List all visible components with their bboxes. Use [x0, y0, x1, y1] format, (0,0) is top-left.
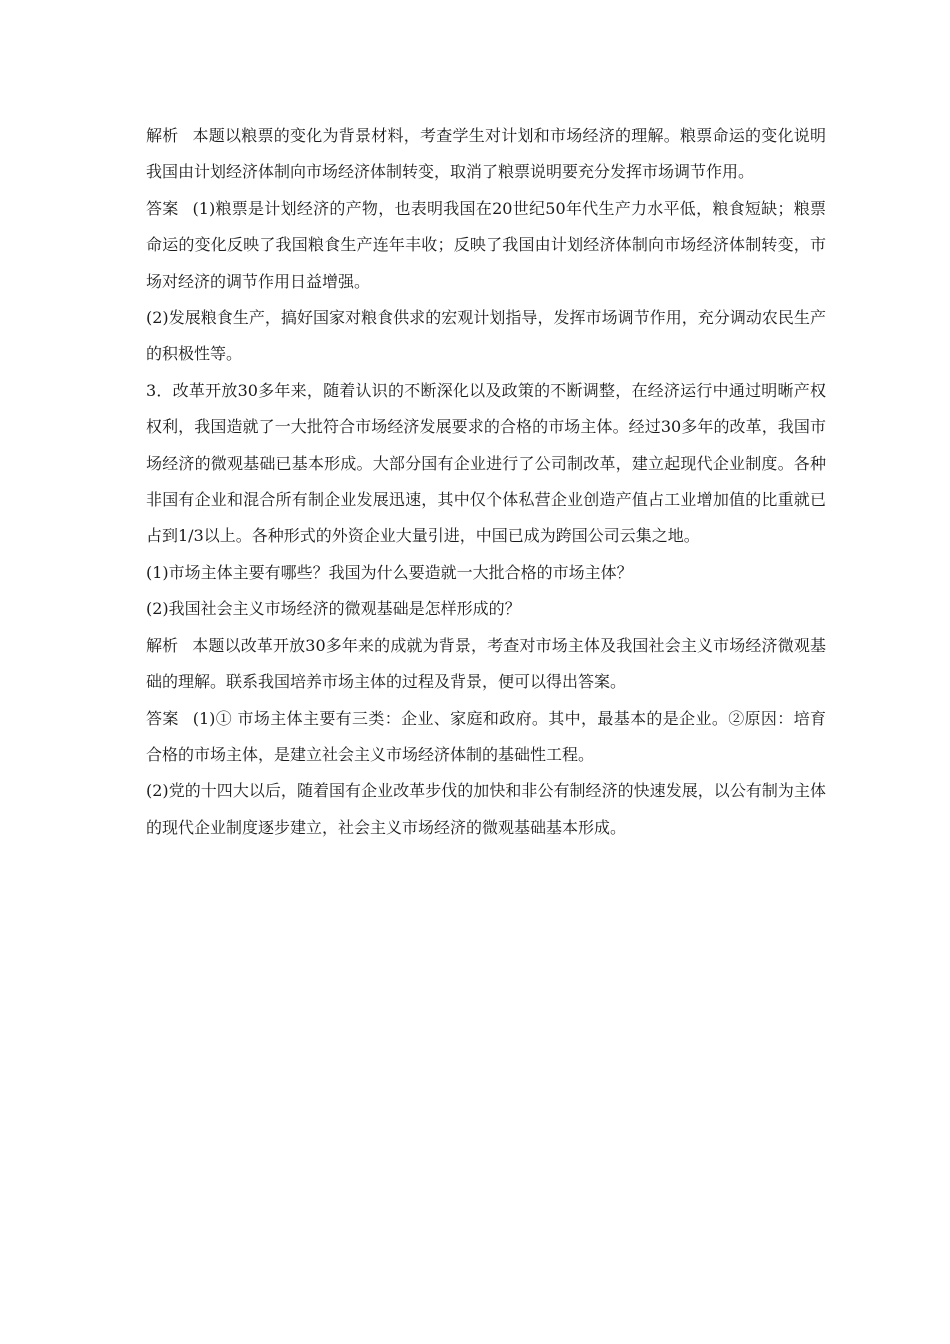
analysis-text: 本题以粮票的变化为背景材料，考查学生对计划和市场经济的理解。粮票命运的变化说明我国由计划经济体制向市场经济体制转变，取消了粮票说明要充分发挥市场调节作用。: [146, 126, 826, 182]
answer-text: (1)粮票是计划经济的产物，也表明我国在20世纪50年代生产力水平低，粮食短缺；粮票命运的变化反映了我国粮食生产连年丰收；反映了我国由计划经济体制向市场经济体制转变，市场对经济的调节作用日益增强。: [146, 198, 826, 291]
question-3-stem: 3．改革开放30多年来，随着认识的不断深化以及政策的不断调整，在经济运行中通过明晰产权权利，我国造就了一大批符合市场经济发展要求的合格的市场主体。经过30多年的改革，我国市场经济的微观基础已基本形成。大部分国有企业进行了公司制改革，建立起现代企业制度。各种非国有企业和混合所有制企业发展迅速，其中仅个体私营企业创造产值占工业增加值的比重就已占到1/3以上。各种形式的外资企业大量引进，中国已成为跨国公司云集之地。: [146, 380, 826, 546]
analysis-paragraph-1: [146, 118, 826, 191]
answer-label: 答案: [146, 708, 179, 728]
answer-paragraph-2: [146, 701, 826, 774]
answer-part-2: (2)发展粮食生产，搞好国家对粮食供求的宏观计划指导，发挥市场调节作用，充分调动农民生产的积极性等。: [146, 308, 826, 364]
document-body: [146, 118, 826, 846]
analysis-label: 解析: [146, 635, 179, 655]
analysis-paragraph-2: [146, 628, 826, 701]
analysis-text: 本题以改革开放30多年来的成就为背景，考查对市场主体及我国社会主义市场经济微观基础的理解。联系我国培养市场主体的过程及背景，便可以得出答案。: [146, 635, 826, 692]
answer-part-2-q3: (2)党的十四大以后，随着国有企业改革步伐的加快和非公有制经济的快速发展，以公有制为主体的现代企业制度逐步建立，社会主义市场经济的微观基础基本形成。: [146, 781, 826, 837]
analysis-label: 解析: [146, 126, 179, 145]
answer-text: (1)① 市场主体主要有三类：企业、家庭和政府。其中，最基本的是企业。②原因：培育合格的市场主体，是建立社会主义市场经济体制的基础性工程。: [146, 708, 826, 764]
answer-paragraph-1: [146, 191, 826, 300]
question-3-sub-2: (2)我国社会主义市场经济的微观基础是怎样形成的？: [146, 599, 521, 619]
question-3-sub-1: (1)市场主体主要有哪些？我国为什么要造就一大批合格的市场主体？: [146, 562, 633, 582]
answer-label: 答案: [146, 198, 179, 218]
